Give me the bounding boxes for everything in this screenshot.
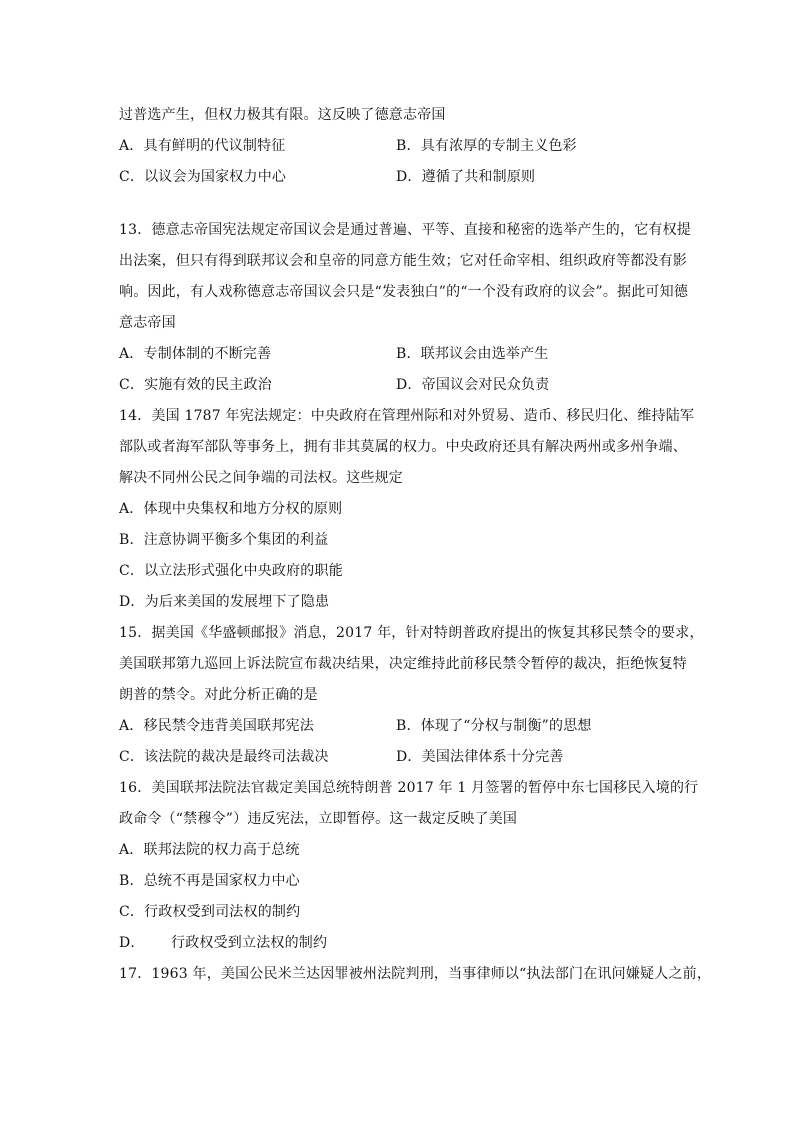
q16-option-b: B．总统不再是国家权力中心 [119, 873, 300, 889]
q13-option-a: A．专制体制的不断完善 [119, 346, 272, 362]
q12-option-b: B．具有浓厚的专制主义色彩 [396, 138, 577, 154]
q15-option-d: D．美国法律体系十分完善 [396, 749, 564, 765]
q14-option-a: A．体现中央集权和地方分权的原则 [119, 501, 343, 517]
q13-stem-line-1: 13．德意志帝国宪法规定帝国议会是通过普遍、平等、直接和秘密的选举产生的，它有权提 [119, 222, 692, 238]
q14-option-b: B．注意协调平衡多个集团的利益 [119, 532, 329, 548]
q16-option-d-letter: D． [119, 935, 145, 951]
q13-options-row-2 [119, 370, 679, 401]
q17-stem-line-1: 17．1963 年，美国公民米兰达因罪被州法院判刑，当事律师以“执法部门在讯问嫌疑人之前， [119, 966, 712, 982]
q14-stem-line-3: 解决不同州公民之间争端的司法权。这些规定 [119, 470, 403, 486]
q16-stem-line-2: 政命令（“禁穆令”）违反宪法，立即暂停。这一裁定反映了美国 [119, 811, 518, 827]
q14-option-d: D．为后来美国的发展埋下了隐患 [119, 594, 330, 610]
q15-stem-line-3: 朗普的禁令。对此分析正确的是 [119, 687, 318, 703]
q13-option-c: C．实施有效的民主政治 [119, 377, 272, 393]
q15-options-row-2 [119, 742, 679, 773]
q13-option-d: D．帝国议会对民众负责 [396, 377, 550, 393]
q16-option-d-text: 行政权受到立法权的制约 [171, 935, 328, 951]
q12-options-row-2 [119, 162, 679, 193]
q12-option-d: D．遵循了共和制原则 [396, 169, 536, 185]
q15-option-b: B．体现了“分权与制衡”的思想 [396, 718, 592, 734]
q16-option-d [119, 928, 679, 959]
q16-option-a: A．联邦法院的权力高于总统 [119, 842, 300, 858]
q13-stem-line-4: 意志帝国 [119, 315, 176, 331]
q14-stem-line-2: 部队或者海军部队等事务上，拥有非其莫属的权力。中央政府还具有解决两州或多州争端、 [119, 439, 687, 455]
q15-options-row-1 [119, 711, 679, 742]
q15-option-c: C．该法院的裁决是最终司法裁决 [119, 749, 329, 765]
spacer [119, 193, 679, 215]
q16-option-c: C．行政权受到司法权的制约 [119, 904, 301, 920]
document-body [119, 100, 712, 990]
q14-option-c: C．以立法形式强化中央政府的职能 [119, 563, 343, 579]
q15-stem-line-2: 美国联邦第九巡回上诉法院宣布裁决结果，决定维持此前移民禁令暂停的裁决，拒绝恢复特 [119, 656, 687, 672]
q12-options-row-1 [119, 131, 679, 162]
q12-continuation: 过普选产生，但权力极其有限。这反映了德意志帝国 [119, 107, 446, 123]
q12-option-c: C．以议会为国家权力中心 [119, 169, 287, 185]
q15-stem-line-1: 15．据美国《华盛顿邮报》消息，2017 年，针对特朗普政府提出的恢复其移民禁令的要求， [119, 625, 704, 641]
q13-stem-line-2: 出法案，但只有得到联邦议会和皇帝的同意方能生效；它对任命宰相、组织政府等都没有影 [119, 253, 687, 269]
q16-stem-line-1: 16．美国联邦法院法官裁定美国总统特朗普 2017 年 1 月签署的暂停中东七国移民入境的行 [119, 780, 699, 796]
q12-option-a: A．具有鲜明的代议制特征 [119, 138, 286, 154]
q13-stem-line-3: 响。因此，有人戏称德意志帝国议会只是“发表独白”的“一个没有政府的议会”。据此可知德 [119, 284, 689, 300]
q15-option-a: A．移民禁令违背美国联邦宪法 [119, 718, 314, 734]
q14-stem-line-1: 14．美国 1787 年宪法规定：中央政府在管理州际和对外贸易、造币、移民归化、维持陆军 [119, 408, 695, 424]
q13-option-b: B．联邦议会由选举产生 [396, 346, 549, 362]
q13-options-row-1 [119, 339, 679, 370]
